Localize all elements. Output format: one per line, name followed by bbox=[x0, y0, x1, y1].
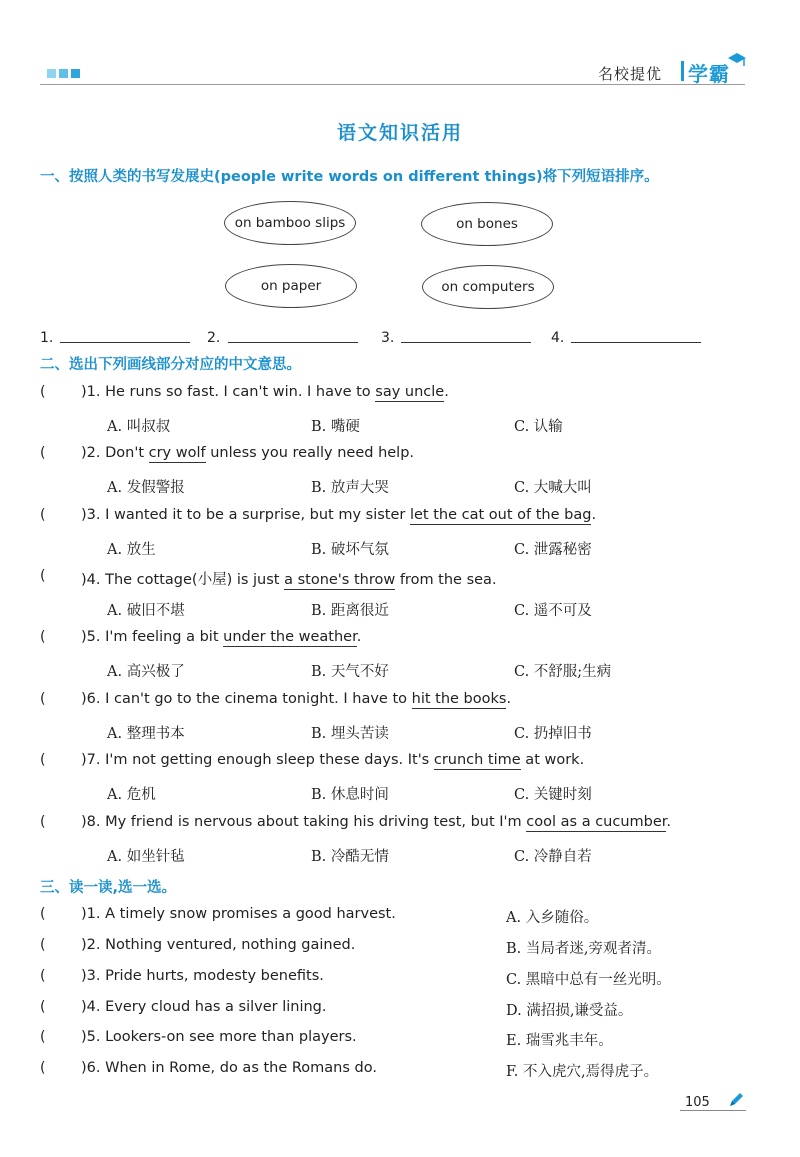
question-post: . bbox=[666, 814, 672, 830]
option-c[interactable]: C. 冷静自若 bbox=[514, 849, 592, 865]
item-number: )6. bbox=[81, 1060, 101, 1076]
blank-line-3[interactable] bbox=[401, 342, 531, 343]
question-pre: I can't go to the cinema tonight. I have to bbox=[105, 691, 412, 707]
blank-label-4: 4. bbox=[551, 330, 565, 346]
answer-paren[interactable]: ( bbox=[40, 752, 46, 768]
answer-paren[interactable]: ( bbox=[40, 968, 46, 984]
question-pre: My friend is nervous about taking his driving test, but I'm bbox=[105, 814, 527, 830]
proverb-text: When in Rome, do as the Romans do. bbox=[105, 1060, 377, 1076]
underlined-phrase: let the cat out of the bag bbox=[409, 507, 592, 523]
question-number: )6. bbox=[81, 691, 101, 707]
answer-paren[interactable]: ( bbox=[40, 814, 46, 830]
option-a[interactable]: A. 整理书本 bbox=[107, 726, 185, 742]
question-post: . bbox=[506, 691, 512, 707]
answer-paren[interactable]: ( bbox=[40, 568, 46, 584]
question-post: . bbox=[591, 507, 597, 523]
chinese-proverb-e: E. 瑞雪兆丰年。 bbox=[506, 1033, 613, 1049]
section2-heading: 二、选出下列画线部分对应的中文意思。 bbox=[40, 357, 301, 373]
option-b[interactable]: B. 距离很近 bbox=[311, 603, 389, 619]
option-a[interactable]: A. 破旧不堪 bbox=[107, 603, 185, 619]
question-number: )3. bbox=[81, 507, 101, 523]
answer-paren[interactable]: ( bbox=[40, 906, 46, 922]
answer-paren[interactable]: ( bbox=[40, 384, 46, 400]
phrase-oval-1 bbox=[224, 201, 356, 245]
phrase-text: on bones bbox=[456, 216, 518, 232]
question-5 bbox=[81, 629, 361, 645]
blank-line-1[interactable] bbox=[60, 342, 190, 343]
question-post: unless you really need help. bbox=[205, 445, 415, 461]
proverb-2 bbox=[81, 937, 355, 953]
page-number: 105 bbox=[685, 1095, 710, 1110]
question-number: )8. bbox=[81, 814, 101, 830]
chinese-proverb-f: F. 不入虎穴,焉得虎子。 bbox=[506, 1064, 659, 1080]
item-number: )3. bbox=[81, 968, 101, 984]
pencil-icon bbox=[727, 1091, 745, 1109]
question-2 bbox=[81, 445, 414, 461]
option-b[interactable]: B. 冷酷无情 bbox=[311, 849, 389, 865]
option-b[interactable]: B. 埋头苦读 bbox=[311, 726, 389, 742]
answer-paren[interactable]: ( bbox=[40, 1060, 46, 1076]
option-b[interactable]: B. 天气不好 bbox=[311, 664, 389, 680]
chinese-proverb-b: B. 当局者迷,旁观者清。 bbox=[506, 941, 661, 957]
question-pre: Don't bbox=[105, 445, 149, 461]
blank-line-2[interactable] bbox=[228, 342, 358, 343]
page-title: 语文知识活用 bbox=[336, 122, 463, 144]
header-square-2 bbox=[59, 69, 68, 78]
proverb-text: A timely snow promises a good harvest. bbox=[105, 906, 396, 922]
question-number: )5. bbox=[81, 629, 101, 645]
blank-label-2: 2. bbox=[207, 330, 221, 346]
blank-line-4[interactable] bbox=[571, 342, 701, 343]
question-pre: The cottage(小屋) is just bbox=[105, 572, 285, 588]
question-number: )4. bbox=[81, 572, 101, 588]
section3-heading: 三、读一读,选一选。 bbox=[40, 880, 177, 896]
header-rule bbox=[40, 84, 745, 85]
option-c[interactable]: C. 泄露秘密 bbox=[514, 542, 592, 558]
header-square-3 bbox=[71, 69, 80, 78]
header-brand: 学霸 bbox=[688, 62, 730, 86]
option-b[interactable]: B. 放声大哭 bbox=[311, 480, 389, 496]
option-b[interactable]: B. 破坏气氛 bbox=[311, 542, 389, 558]
question-7 bbox=[81, 752, 584, 768]
chinese-proverb-c: C. 黑暗中总有一丝光明。 bbox=[506, 972, 671, 988]
underlined-phrase: hit the books bbox=[411, 691, 507, 707]
option-c[interactable]: C. 关键时刻 bbox=[514, 787, 592, 803]
underlined-phrase: a stone's throw bbox=[284, 572, 396, 588]
question-post: . bbox=[444, 384, 449, 400]
option-b[interactable]: B. 嘴硬 bbox=[311, 419, 360, 435]
option-a[interactable]: A. 高兴极了 bbox=[107, 664, 185, 680]
question-pre: I'm feeling a bit bbox=[105, 629, 224, 645]
blank-label-3: 3. bbox=[381, 330, 395, 346]
question-6 bbox=[81, 691, 511, 707]
proverb-5 bbox=[81, 1029, 357, 1045]
answer-paren[interactable]: ( bbox=[40, 1029, 46, 1045]
chinese-proverb-d: D. 满招损,谦受益。 bbox=[506, 1003, 633, 1019]
phrase-oval-2 bbox=[421, 202, 553, 246]
answer-paren[interactable]: ( bbox=[40, 691, 46, 707]
item-number: )5. bbox=[81, 1029, 101, 1045]
question-post: from the sea. bbox=[395, 572, 497, 588]
option-c[interactable]: C. 认输 bbox=[514, 419, 563, 435]
answer-paren[interactable]: ( bbox=[40, 629, 46, 645]
underlined-phrase: under the weather bbox=[223, 629, 357, 645]
phrase-text: on computers bbox=[441, 279, 535, 295]
proverb-text: Lookers-on see more than players. bbox=[105, 1029, 357, 1045]
question-post: at work. bbox=[520, 752, 585, 768]
section1-heading: 一、按照人类的书写发展史(people write words on different things)将下列短语排序。 bbox=[40, 169, 659, 185]
question-4 bbox=[81, 568, 497, 589]
question-number: )1. bbox=[81, 384, 101, 400]
option-c[interactable]: C. 不舒服;生病 bbox=[514, 664, 612, 680]
proverb-6 bbox=[81, 1060, 377, 1076]
option-c[interactable]: C. 大喊大叫 bbox=[514, 480, 592, 496]
proverb-text: Every cloud has a silver lining. bbox=[105, 999, 327, 1015]
option-c[interactable]: C. 遥不可及 bbox=[514, 603, 592, 619]
underlined-phrase: crunch time bbox=[433, 752, 521, 768]
answer-paren[interactable]: ( bbox=[40, 445, 46, 461]
option-a[interactable]: A. 危机 bbox=[107, 787, 156, 803]
question-number: )7. bbox=[81, 752, 101, 768]
question-pre: He runs so fast. I can't win. I have to bbox=[105, 384, 376, 400]
item-number: )1. bbox=[81, 906, 101, 922]
question-3 bbox=[81, 507, 596, 523]
header-school: 名校提优 bbox=[598, 65, 663, 83]
option-a[interactable]: A. 发假警报 bbox=[107, 480, 185, 496]
phrase-oval-4 bbox=[422, 265, 554, 309]
header-square-1 bbox=[47, 69, 56, 78]
question-pre: I'm not getting enough sleep these days. It's bbox=[105, 752, 434, 768]
answer-paren[interactable]: ( bbox=[40, 937, 46, 953]
option-a[interactable]: A. 叫叔叔 bbox=[107, 419, 171, 435]
question-pre: I wanted it to be a surprise, but my sister bbox=[105, 507, 410, 523]
underlined-phrase: say uncle bbox=[375, 384, 445, 400]
item-number: )2. bbox=[81, 937, 101, 953]
proverb-text: Nothing ventured, nothing gained. bbox=[105, 937, 356, 953]
proverb-text: Pride hurts, modesty benefits. bbox=[105, 968, 324, 984]
footer-rule bbox=[680, 1110, 746, 1111]
answer-paren[interactable]: ( bbox=[40, 507, 46, 523]
phrase-text: on bamboo slips bbox=[234, 215, 346, 231]
phrase-oval-3 bbox=[225, 264, 357, 308]
option-c[interactable]: C. 扔掉旧书 bbox=[514, 726, 592, 742]
header-divider bbox=[681, 61, 684, 81]
option-a[interactable]: A. 放生 bbox=[107, 542, 156, 558]
question-number: )2. bbox=[81, 445, 101, 461]
chinese-proverb-a: A. 入乡随俗。 bbox=[506, 910, 599, 926]
proverb-1 bbox=[81, 906, 396, 922]
brand-cap-icon bbox=[726, 52, 748, 68]
answer-paren[interactable]: ( bbox=[40, 999, 46, 1015]
phrase-text: on paper bbox=[260, 278, 322, 294]
item-number: )4. bbox=[81, 999, 101, 1015]
blank-label-1: 1. bbox=[40, 330, 54, 346]
question-post: . bbox=[356, 629, 362, 645]
underlined-phrase: cool as a cucumber bbox=[526, 814, 667, 830]
proverb-4 bbox=[81, 999, 327, 1015]
proverb-3 bbox=[81, 968, 324, 984]
underlined-phrase: cry wolf bbox=[148, 445, 206, 461]
question-8 bbox=[81, 814, 671, 830]
question-1 bbox=[81, 384, 449, 400]
option-b[interactable]: B. 休息时间 bbox=[311, 787, 389, 803]
option-a[interactable]: A. 如坐针毡 bbox=[107, 849, 185, 865]
